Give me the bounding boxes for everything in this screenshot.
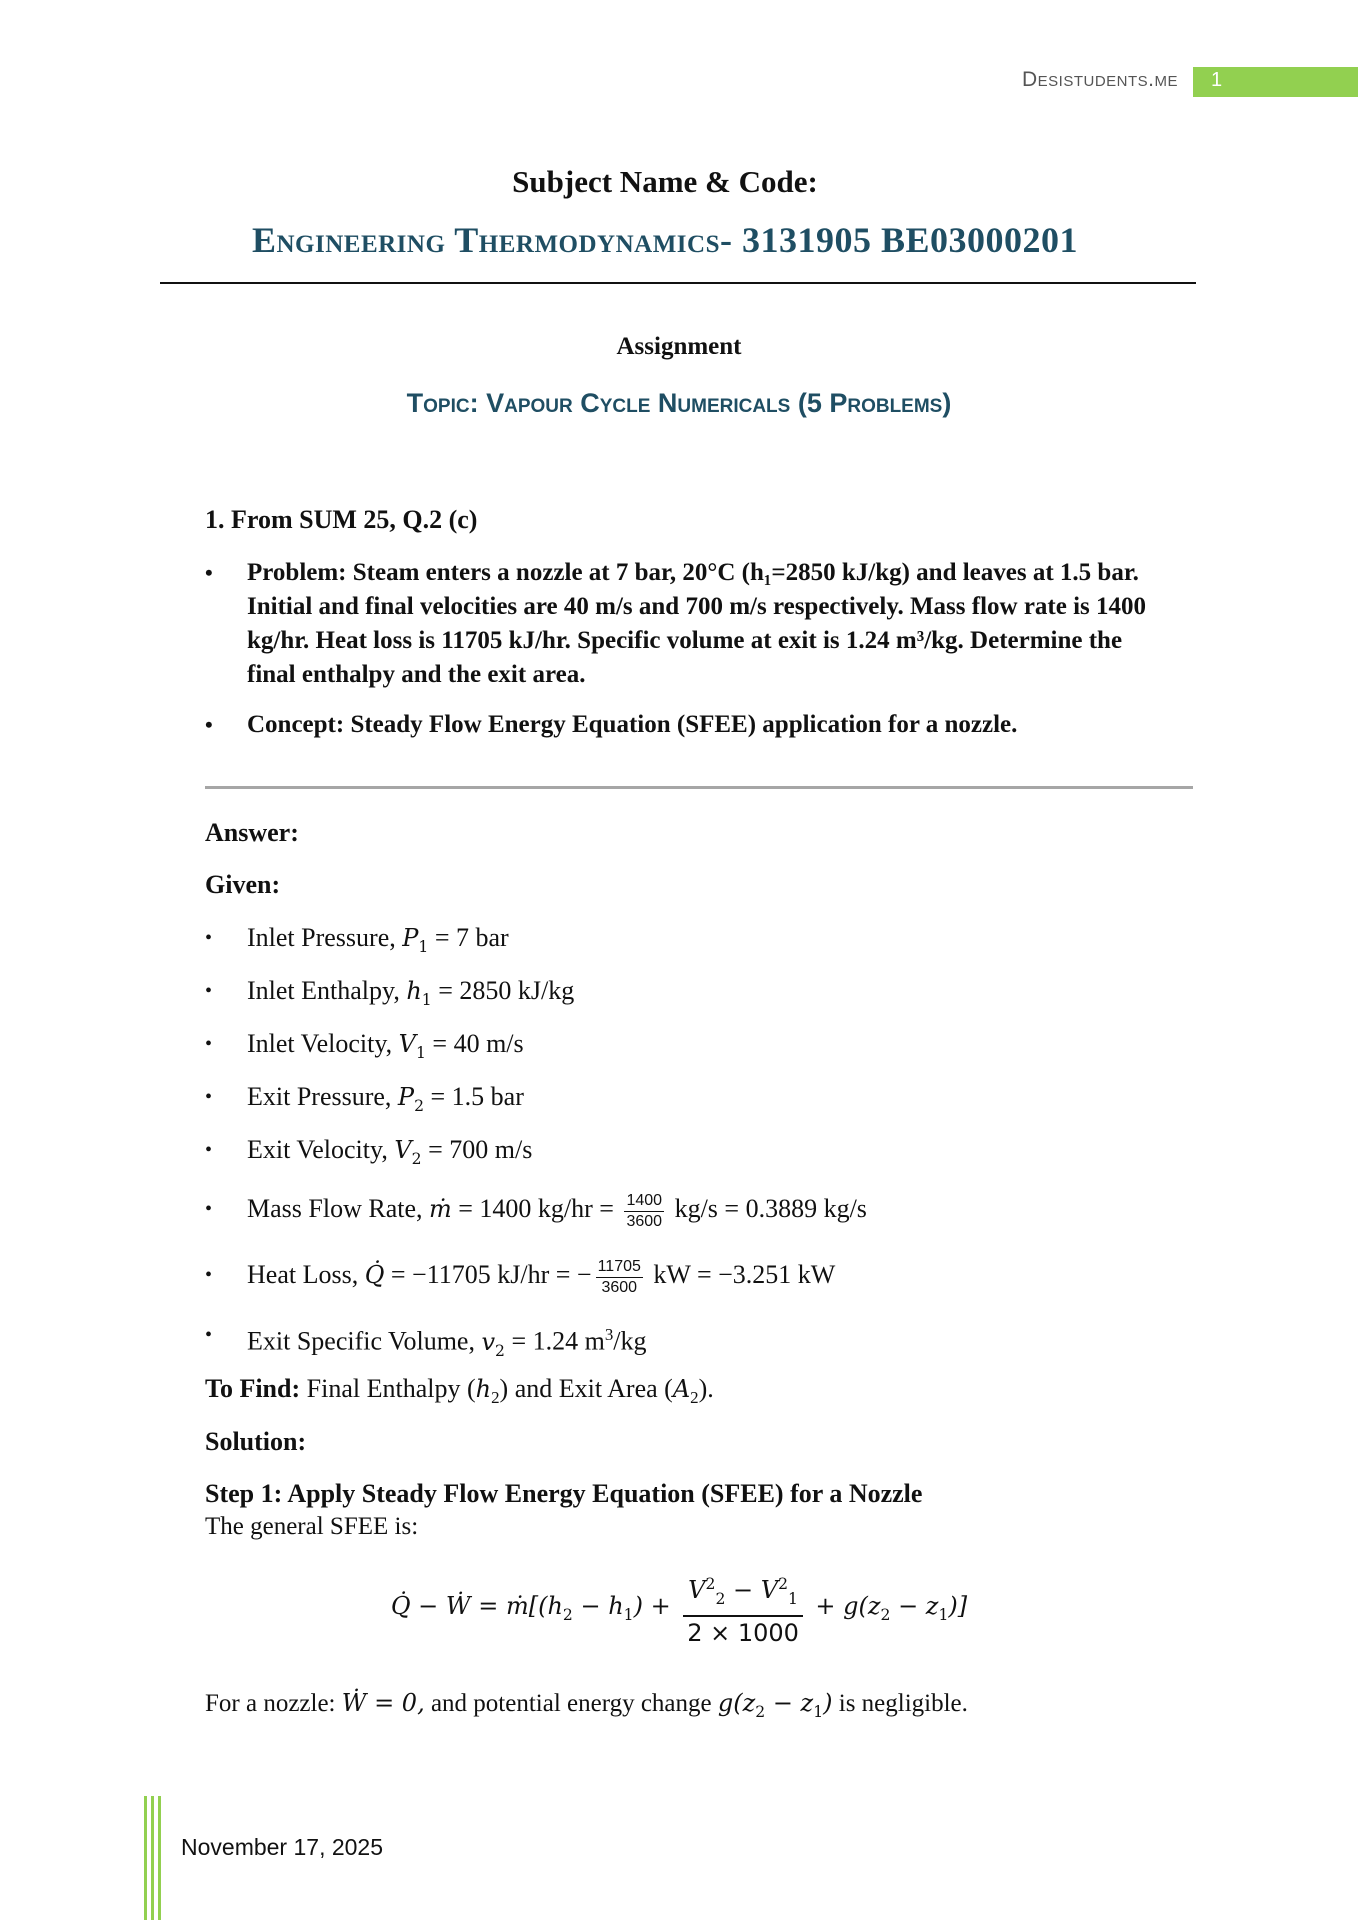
subscript: 1 [787, 1589, 798, 1608]
equation-text: − V [725, 1576, 779, 1604]
equation-text: )] [948, 1592, 968, 1621]
given-exit-pressure [205, 1079, 1175, 1132]
superscript: 2 [705, 1575, 716, 1593]
given-mass-flow-rate [205, 1185, 1175, 1251]
given-value: = 1.24 m [511, 1326, 605, 1356]
given-heat-loss [205, 1251, 1175, 1317]
subscript: 2 [755, 1702, 766, 1721]
given-value: = 1400 kg/hr = [458, 1194, 614, 1223]
to-find-text: ) and Exit Area ( [499, 1374, 673, 1403]
subscript: 2 [690, 1388, 699, 1408]
subscript: 2 [414, 1096, 424, 1115]
solution-label: Solution: [205, 1427, 307, 1456]
given-inlet-velocity [205, 1026, 1175, 1079]
page-number-badge [1193, 67, 1358, 97]
footer-date: November 17, 2025 [181, 1834, 384, 1860]
given-exit-specific-volume [205, 1317, 1175, 1370]
equation-text: Q̇ − Ẇ = ṁ[(h [390, 1592, 563, 1621]
superscript: 3 [604, 1325, 614, 1344]
note-math: − z [765, 1689, 814, 1717]
header-site-name: Desistudents.me [1021, 68, 1178, 91]
note-math: Ẇ = 0, [341, 1689, 425, 1717]
subscript: 1 [813, 1702, 824, 1721]
given-label-text: Inlet Pressure, [247, 923, 396, 952]
fraction [596, 1257, 643, 1298]
to-find-text: ). [698, 1374, 714, 1403]
symbol: A [672, 1375, 691, 1403]
given-label-text: Inlet Enthalpy, [247, 976, 400, 1005]
given-label-text: Exit Specific Volume, [247, 1326, 475, 1356]
given-value: = 700 m/s [428, 1135, 533, 1164]
note-text: is negligible. [838, 1690, 968, 1717]
given-inlet-pressure [205, 920, 1175, 973]
subject-label: Subject Name & Code: [512, 164, 818, 199]
problem-statement: • Problem: Steam enters a nozzle at 7 bar, 20°C (h₁=2850 kJ/kg) and leaves at 1.5 bar. Initial and final velocities are 40 m/s and 700 m/s respectively. Mass flow rate is 1400 kg/hr. Heat loss is 11705 kJ/hr. Specific volume at exit is 1.24 m³/kg. Determine the final enthalpy and the exit area. [205, 556, 1175, 692]
equation-fraction [683, 1568, 803, 1649]
fraction-denominator: 3600 [626, 1212, 663, 1230]
subscript: 1 [421, 990, 432, 1009]
equation-text: + g(z [815, 1592, 881, 1621]
subscript: 1 [415, 1043, 426, 1062]
given-exit-velocity [205, 1132, 1175, 1185]
given-value: = 7 bar [434, 923, 509, 952]
given-inlet-enthalpy [205, 973, 1175, 1026]
fraction-denominator: 3600 [601, 1278, 638, 1296]
subscript: 2 [715, 1589, 726, 1608]
footer-accent-bars [144, 1796, 164, 1920]
given-label-text: Exit Velocity, [247, 1135, 388, 1164]
step-1-heading: Step 1: Apply Steady Flow Energy Equation (SFEE) for a Nozzle [205, 1479, 923, 1508]
superscript: 2 [778, 1575, 788, 1593]
note-text: and potential energy change [430, 1690, 712, 1717]
nozzle-note [205, 1689, 968, 1721]
given-label-text: Mass Flow Rate, [247, 1194, 423, 1223]
subscript: 2 [495, 1341, 505, 1360]
equation-text: ) + [633, 1592, 671, 1621]
symbol: P [402, 924, 419, 952]
symbol: h [475, 1375, 492, 1403]
subscript: 1 [623, 1606, 634, 1625]
fraction-numerator: 11705 [596, 1257, 643, 1278]
fraction [624, 1191, 664, 1232]
symbol: V [394, 1136, 412, 1164]
subscript: 1 [938, 1606, 949, 1625]
given-label-text: Exit Pressure, [247, 1082, 392, 1111]
subscript: 2 [562, 1606, 573, 1625]
page-number: 1 [1211, 69, 1223, 91]
symbol: v [481, 1327, 496, 1356]
equation-fraction-denominator: 2 × 1000 [687, 1618, 799, 1647]
assignment-heading: Assignment [616, 333, 742, 360]
subject-title: Engineering Thermodynamics- 3131905 BE03000201 [251, 220, 1079, 260]
note-text: For a nozzle: [205, 1690, 336, 1717]
given-value-tail: kg/s = 0.3889 kg/s [674, 1194, 867, 1223]
topic-heading: Topic: Vapour Cycle Numericals (5 Problems) [406, 388, 952, 418]
to-find-line [205, 1374, 714, 1408]
given-label-text: Heat Loss, [247, 1260, 359, 1289]
symbol: V [398, 1030, 416, 1058]
note-math: ) [823, 1689, 833, 1717]
concept-statement: • Concept: Steady Flow Energy Equation (SFEE) application for a nozzle. [205, 708, 1175, 742]
symbol: Q̇ [364, 1261, 385, 1289]
given-value-tail: kW = −3.251 kW [653, 1260, 836, 1289]
equation-text: − z [890, 1592, 939, 1621]
subscript: 2 [411, 1149, 422, 1168]
given-label-text: Inlet Velocity, [247, 1029, 393, 1058]
to-find-text: Final Enthalpy ( [306, 1374, 476, 1403]
equation-rhs [815, 1592, 968, 1625]
given-label: Given: [205, 870, 281, 899]
equation-lhs [390, 1592, 671, 1625]
answer-label: Answer: [205, 818, 299, 847]
given-value-tail: /kg [613, 1326, 647, 1356]
equation-fraction-numerator [683, 1568, 803, 1617]
given-value: = 1.5 bar [430, 1082, 524, 1111]
subscript: 1 [418, 937, 429, 956]
symbol: h [406, 977, 422, 1005]
section-divider [205, 786, 1193, 789]
given-value: = 2850 kJ/kg [438, 976, 575, 1005]
sfee-equation [0, 1568, 1358, 1649]
title-divider [160, 282, 1196, 284]
symbol: ṁ [429, 1195, 452, 1223]
fraction-numerator: 1400 [624, 1191, 664, 1212]
symbol: P [397, 1083, 415, 1111]
equation-text: − h [572, 1592, 624, 1621]
sfee-intro: The general SFEE is: [205, 1513, 419, 1540]
subscript: 2 [491, 1388, 500, 1408]
subscript: 2 [880, 1606, 891, 1625]
to-find-label: To Find: [205, 1374, 301, 1403]
question-heading: 1. From SUM 25, Q.2 (c) [205, 505, 478, 534]
given-value: = 40 m/s [432, 1029, 524, 1058]
equation-text: V [688, 1576, 706, 1604]
given-list [205, 920, 1175, 1370]
problem-list [205, 556, 1175, 758]
note-math: g(z [717, 1689, 756, 1717]
given-value: = −11705 kJ/hr = − [390, 1260, 592, 1289]
